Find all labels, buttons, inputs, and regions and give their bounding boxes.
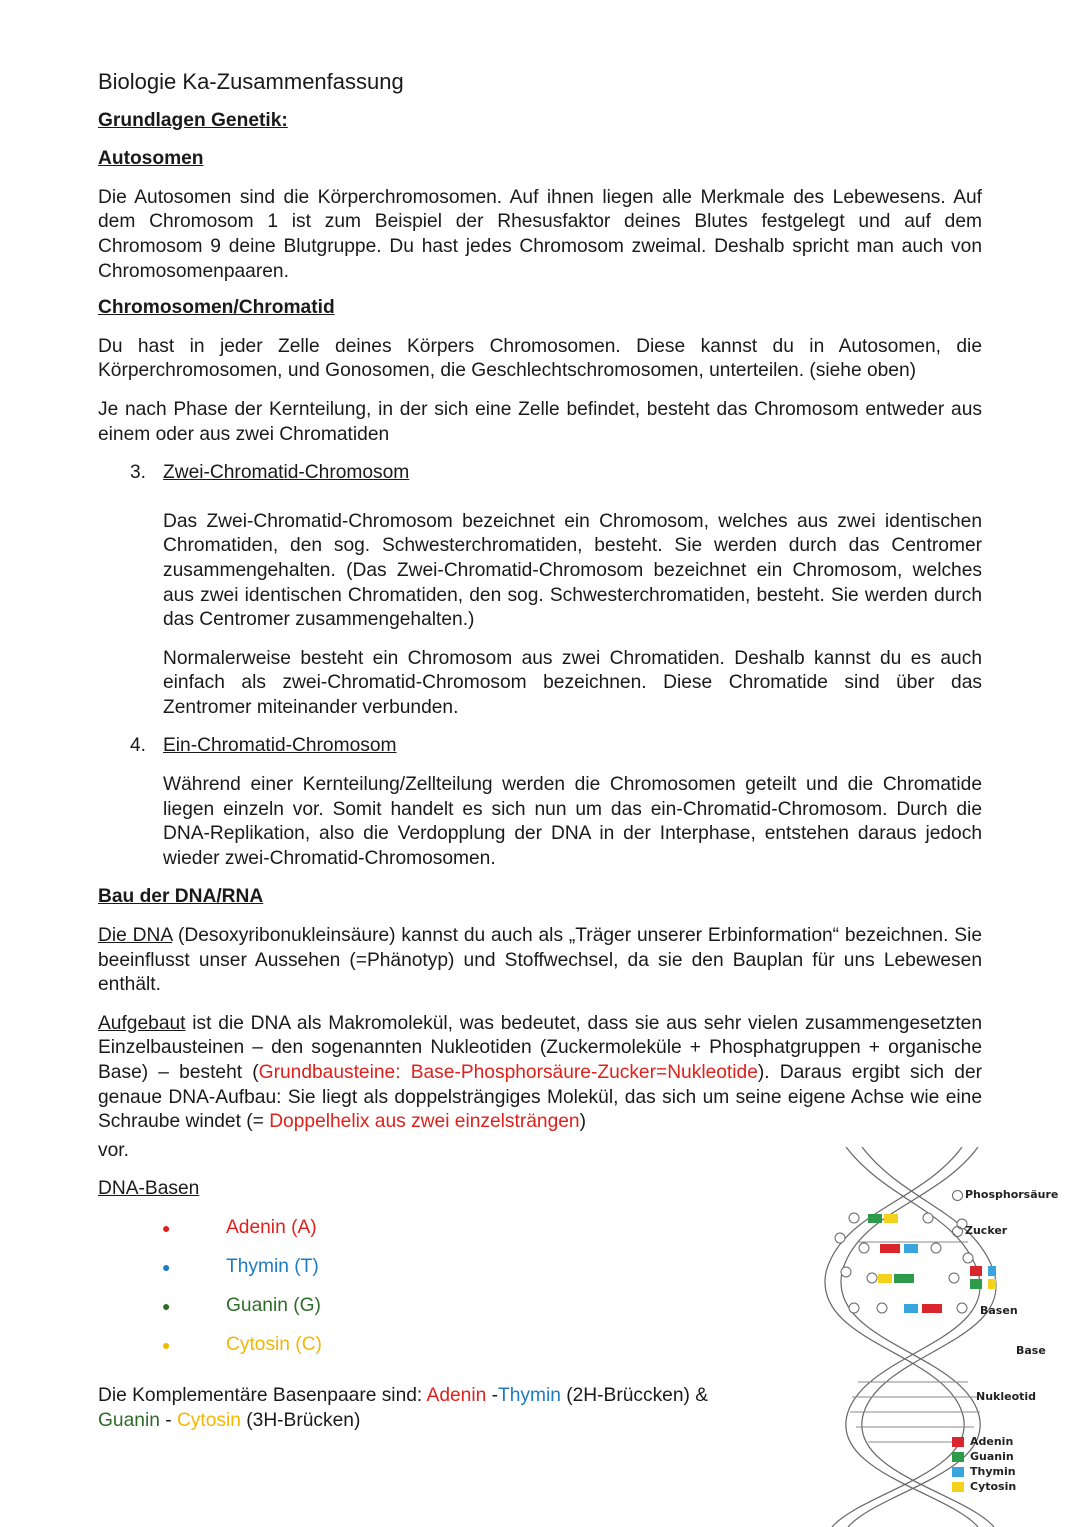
list-number: 3. (130, 462, 147, 484)
legend-adenin (952, 1435, 1013, 1448)
sugar-icon (867, 1273, 877, 1283)
thymin-swatch (988, 1266, 996, 1276)
bullet-icon: ● (162, 1336, 171, 1353)
doppelhelix-highlight: Doppelhelix aus zwei einzelsträngen (269, 1111, 580, 1133)
list-item-title: Ein-Chromatid-Chromosom (163, 735, 397, 757)
adenin-swatch (952, 1437, 964, 1447)
adenin-swatch (970, 1266, 982, 1276)
dna-paragraph-2-text-b: ). Daraus ergibt sich der genaue DNA-Aufbau: Sie liegt als doppelsträngiges Molekül, das sich um seine eigene Achse wie eine Schraube windet (= (98, 1062, 983, 1133)
bullet-icon: ● (162, 1258, 171, 1275)
legend-zucker-label: Zucker (965, 1224, 1008, 1237)
pair-adenin: Adenin (426, 1384, 487, 1406)
grundbausteine-highlight: Grundbausteine: Base-Phosphorsäure-Zucker=Nukleotide (258, 1062, 758, 1083)
legend-base-label: Base (1016, 1344, 1046, 1357)
legend-guanin-label: Guanin (970, 1450, 1014, 1463)
base-block-g (868, 1214, 882, 1223)
dna-paragraph-2 (98, 1012, 982, 1135)
legend-cytosin (952, 1480, 1016, 1493)
base-block-a (922, 1304, 942, 1313)
legend-nukleotid-label: Nukleotid (976, 1390, 1037, 1403)
base-block-g (894, 1274, 914, 1283)
base-block-c (884, 1214, 898, 1223)
guanin-swatch (952, 1452, 964, 1462)
base-adenin: Adenin (A) (226, 1216, 317, 1238)
document-title: Biologie Ka-Zusammenfassung (98, 69, 404, 94)
base-block-c (878, 1274, 892, 1283)
diagram-legend (952, 1142, 1072, 1527)
phosphate-icon (849, 1303, 859, 1313)
pair-text-2h: (2H-Brüccken) & (560, 1384, 709, 1406)
dna-paragraph-1 (98, 924, 982, 998)
list-item-zwei-chromatid (130, 461, 982, 486)
pair-text-3h: (3H-Brücken) (240, 1409, 361, 1431)
sugar-icon (859, 1243, 869, 1253)
basepairs-intro: Die Komplementäre Basenpaare sind: (98, 1384, 427, 1406)
basepairs-paragraph (98, 1384, 748, 1433)
legend-thymin-label: Thymin (970, 1465, 1016, 1478)
legend-basen-label: Basen (980, 1304, 1018, 1317)
heading-dna: Bau der DNA/RNA (98, 886, 264, 908)
list-item-title: Zwei-Chromatid-Chromosom (163, 462, 410, 484)
bullet-icon: ● (162, 1297, 171, 1314)
base-cytosin: Cytosin (C) (226, 1333, 322, 1355)
dna-paragraph-1-text: (Desoxyribonukleinsäure) kannst du auch als „Träger unserer Erbinformation“ bezeichnen. Sie beeinflusst unser Aussehen (=Phänotyp) und Stoffwechsel, da sie den Bauplan für uns Lebewesen enthält. (98, 925, 983, 996)
base-block-a (880, 1244, 900, 1253)
base-guanin: Guanin (G) (226, 1294, 321, 1316)
legend-basen-swatches (970, 1264, 1002, 1290)
base-block-t (904, 1304, 918, 1313)
phosphate-icon (835, 1233, 845, 1243)
sugar-icon (849, 1213, 859, 1223)
ein-chromatid-paragraph: Während einer Kernteilung/Zellteilung werden die Chromosomen geteilt und die Chromatide liegen einzeln vor. Somit handelt es sich nun um das ein-Chromatid-Chromosom. Durch die DNA-Replikation, also die Verdopplung der DNA in der Interphase, entstehen daraus jedoch wieder zwei-Chromatid-Chromosomen. (163, 774, 982, 869)
heading-autosomen: Autosomen (98, 148, 204, 170)
legend-adenin-label: Adenin (970, 1435, 1014, 1448)
pair-guanin: Guanin (98, 1409, 160, 1431)
sugar-icon (877, 1303, 887, 1313)
sugar-icon (923, 1213, 933, 1223)
sugar-icon (931, 1243, 941, 1253)
list-item-ein-chromatid (130, 734, 982, 759)
legend-cytosin-label: Cytosin (970, 1480, 1017, 1493)
legend-phosphor-label: Phosphorsäure (965, 1188, 1059, 1201)
heading-genetik: Grundlagen Genetik: (98, 109, 288, 131)
thymin-swatch (952, 1467, 964, 1477)
legend-guanin (952, 1450, 1014, 1463)
aufgebaut-link-text: Aufgebaut (98, 1012, 186, 1034)
dna-paragraph-2-text-c: ) (579, 1111, 586, 1133)
legend-phosphor (952, 1188, 1058, 1201)
legend-zucker (952, 1224, 1007, 1237)
pair-thymin: Thymin (498, 1384, 561, 1406)
guanin-swatch (970, 1279, 982, 1289)
zwei-chromatid-paragraph-2: Normalerweise besteht ein Chromosom aus zwei Chromatiden. Deshalb kannst du es auch einfach als zwei-Chromatid-Chromosom bezeichnen. Diese Chromatide sind über das Zentromer miteinander verbunden. (163, 647, 982, 718)
autosomen-paragraph: Die Autosomen sind die Körperchromosomen. Auf ihnen liegen alle Merkmale des Lebewesens. Auf dem Chromosom 1 ist zum Beispiel der Rhesusfaktor deines Blutes festgelegt und auf dem Chromosom 9 deine Blutgruppe. Du hast jedes Chromosom zweimal. Deshalb spricht man auch von Chromosomenpaaren. (98, 186, 982, 282)
legend-thymin (952, 1465, 1016, 1478)
heading-basen: DNA-Basen (98, 1178, 200, 1200)
zwei-chromatid-paragraph-1: Das Zwei-Chromatid-Chromosom bezeichnet ein Chromosom, welches aus zwei identischen Chromatiden, den sog. Schwesterchromatiden, besteht. Sie werden durch das Centromer zusammengehalten. (Das Zwei-Chromatid-Chromosom bezeichnet ein Chromosom, welches aus zwei identischen Chromatiden, den sog. Schwesterchromatiden, besteht. Sie werden durch das Centromer zusammengehalten.) (163, 510, 982, 631)
pair-separator: - (486, 1384, 498, 1406)
phosphate-icon (841, 1267, 851, 1277)
sugar-icon (952, 1226, 963, 1237)
pair-separator: - (159, 1409, 177, 1431)
dna-link-text: Die DNA (98, 925, 173, 947)
bullet-icon: ● (162, 1219, 171, 1236)
cytosin-swatch (952, 1482, 964, 1492)
list-number: 4. (130, 735, 147, 757)
chromatid-paragraph-1: Du hast in jeder Zelle deines Körpers Chromosomen. Diese kannst du in Autosomen, die Körperchromosomen, und Gonosomen, die Geschlechtschromosomen, unterteilen. (siehe oben) (98, 335, 982, 382)
pair-cytosin: Cytosin (176, 1409, 241, 1431)
dna-paragraph-2-end: vor. (98, 1139, 129, 1161)
base-thymin: Thymin (T) (226, 1255, 319, 1277)
base-block-t (904, 1244, 918, 1253)
chromatid-paragraph-2: Je nach Phase der Kernteilung, in der sich eine Zelle befindet, besteht das Chromosom entweder aus einem oder aus zwei Chromatiden (98, 398, 982, 445)
heading-chromatid: Chromosomen/Chromatid (98, 297, 335, 319)
cytosin-swatch (988, 1279, 996, 1289)
phosphate-icon (952, 1190, 963, 1201)
dna-paragraph-2-text-a: ist die DNA als Makromolekül, was bedeutet, dass sie aus sehr vielen zusammengesetzten Einzelbausteinen – den sogenannten Nukleotiden (Zuckermoleküle + Phosphatgruppen + organische Base) – besteht ( (98, 1012, 982, 1083)
